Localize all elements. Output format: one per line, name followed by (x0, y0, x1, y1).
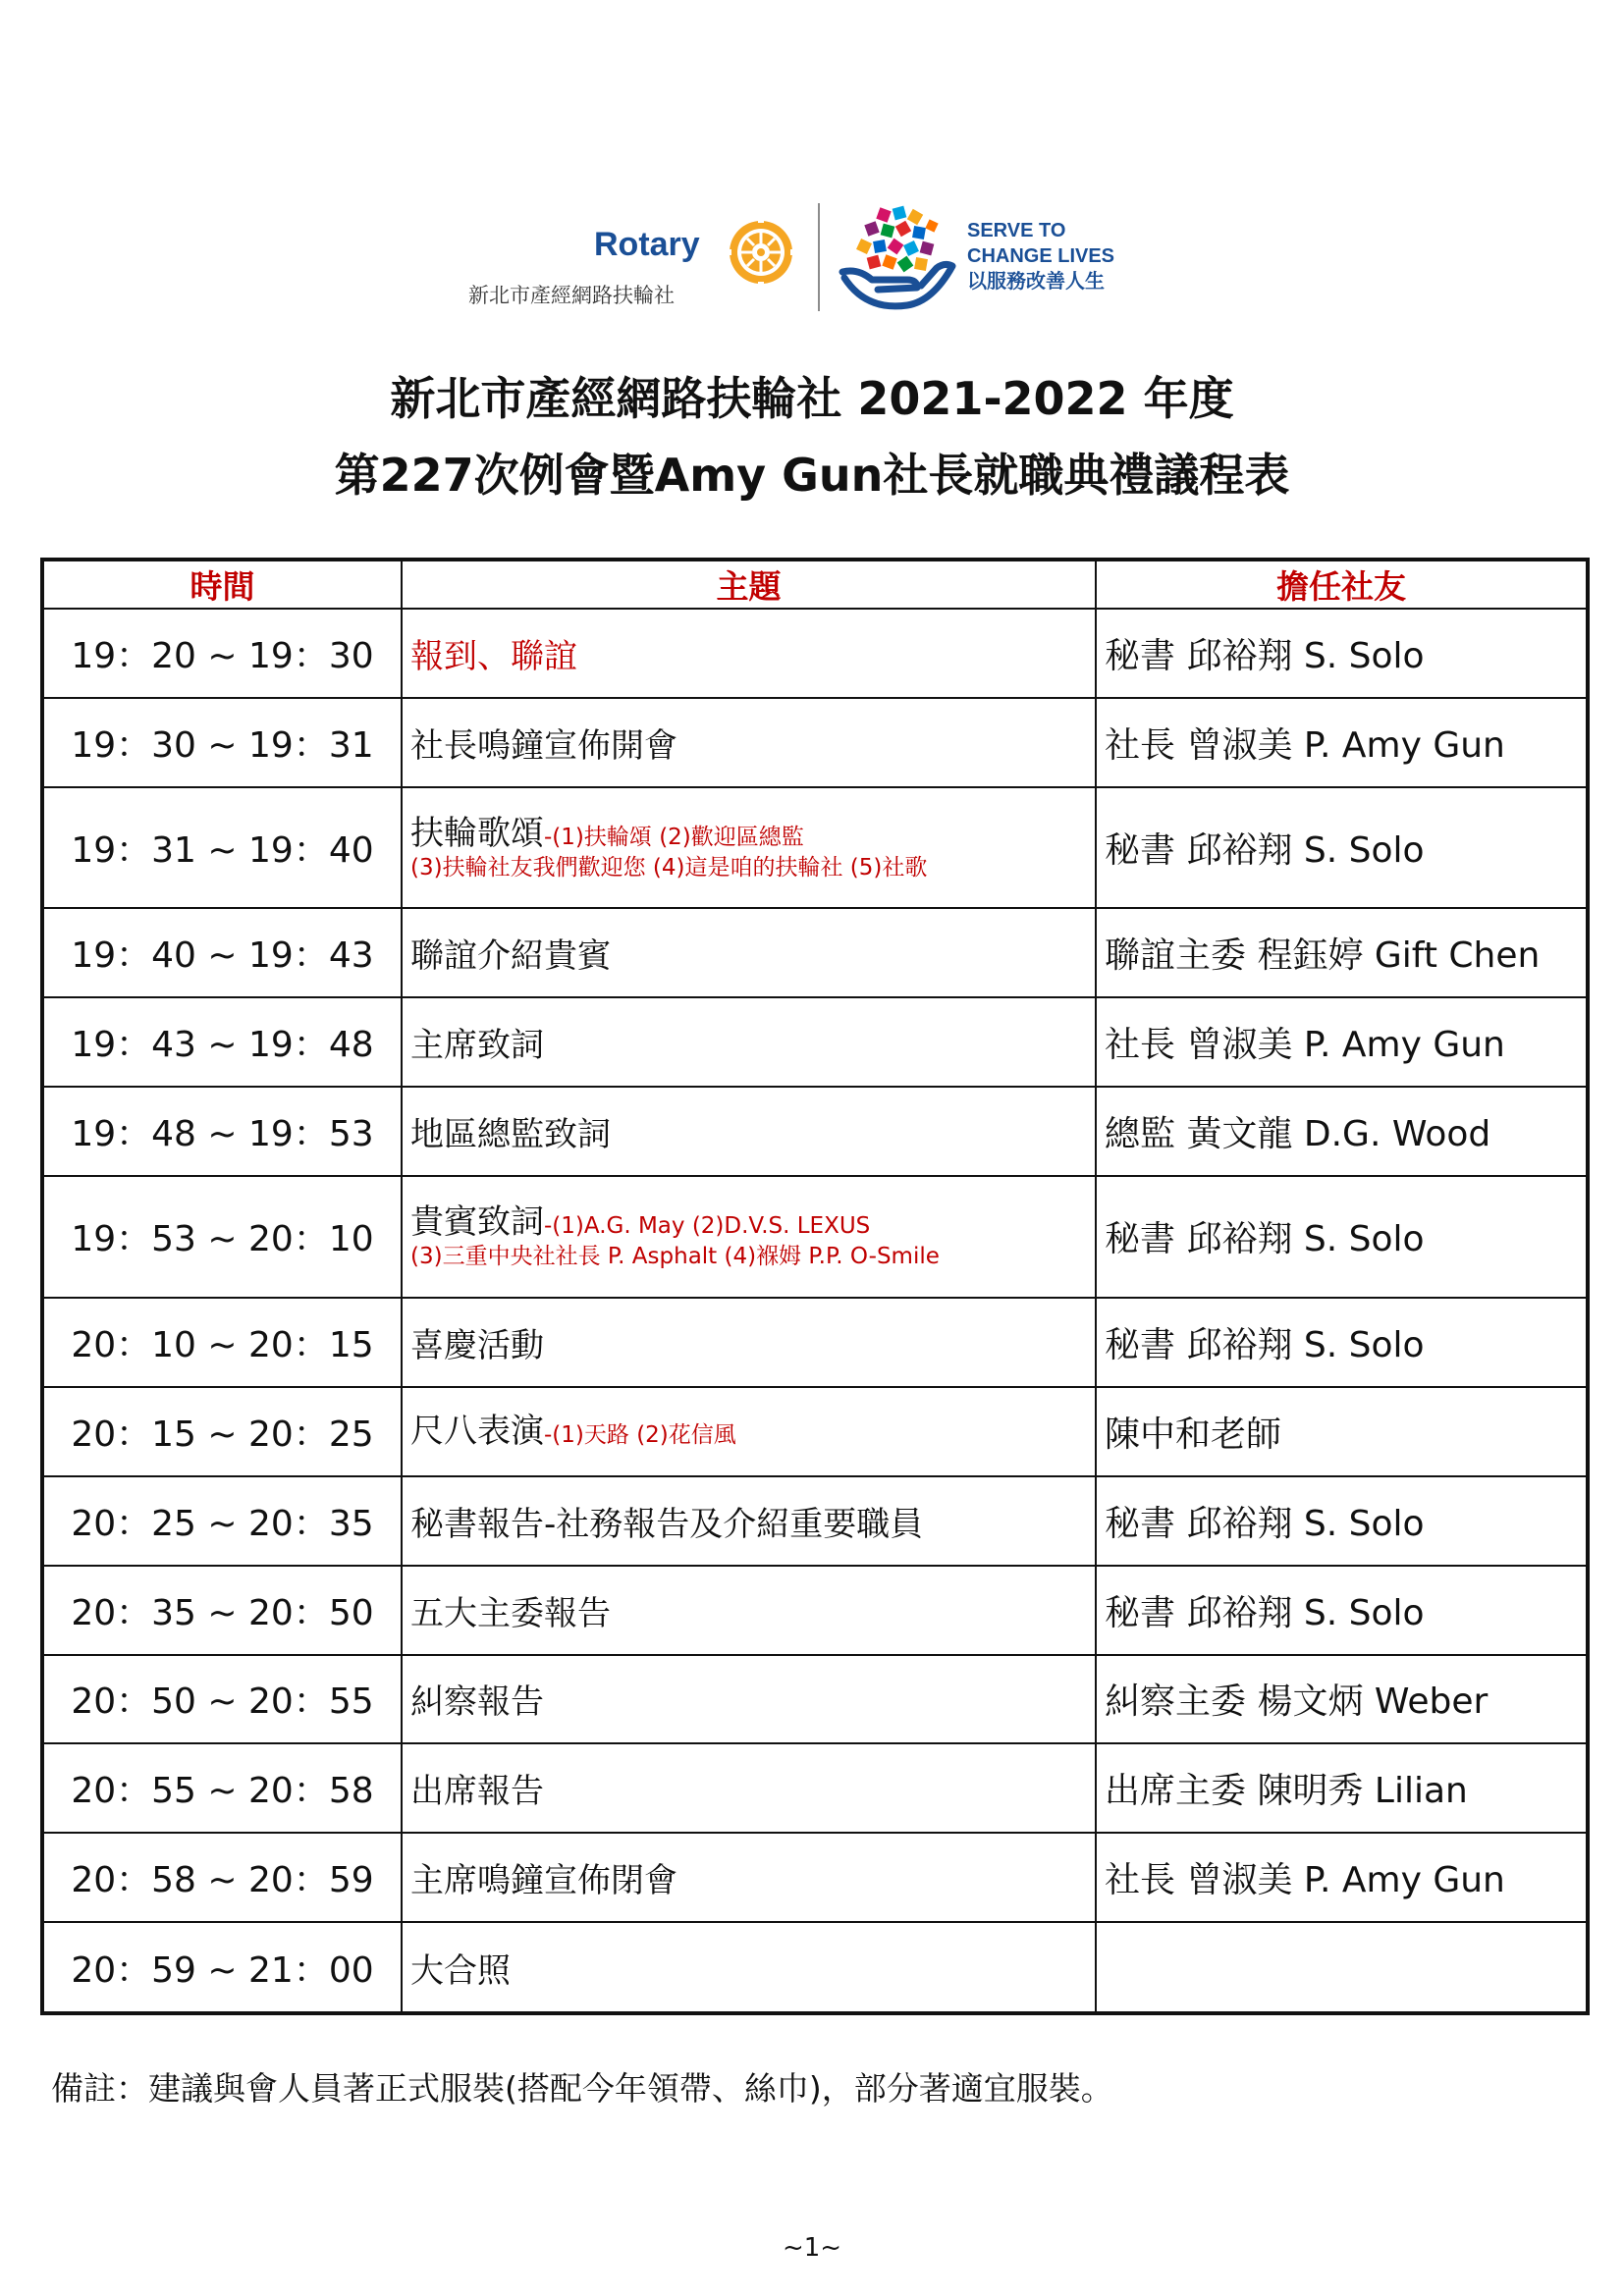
table-row (42, 1476, 1588, 1566)
row-topic: 聯誼介紹貴賓 (402, 908, 1096, 997)
table-row (42, 1087, 1588, 1176)
header-time: 時間 (42, 560, 402, 609)
row-time: 20：10 ~ 20：15 (42, 1298, 402, 1387)
row-host: 秘書 邱裕翔 S. Solo (1096, 1298, 1588, 1387)
row-host: 出席主委 陳明秀 Lilian (1096, 1743, 1588, 1833)
row-topic-detail: -(1)天路 (2)花信風 (544, 1422, 736, 1449)
table-row (42, 698, 1588, 787)
row-time: 20：35 ~ 20：50 (42, 1566, 402, 1655)
row-time: 19：31 ~ 19：40 (42, 787, 402, 909)
row-host: 社長 曾淑美 P. Amy Gun (1096, 698, 1588, 787)
page-number: ~1~ (782, 2233, 842, 2263)
row-topic: 喜慶活動 (402, 1298, 1096, 1387)
header-host: 擔任社友 (1096, 560, 1588, 609)
row-topic-main: 尺八表演 (410, 1412, 544, 1452)
rotary-wordmark: Rotary (594, 226, 700, 263)
row-topic: 大合照 (402, 1922, 1096, 2013)
serve-to-change-lives-text (967, 218, 1114, 294)
row-time: 19：43 ~ 19：48 (42, 997, 402, 1087)
row-topic-main: 貴賓致詞 (410, 1201, 544, 1242)
row-time: 20：50 ~ 20：55 (42, 1655, 402, 1744)
row-topic-detail-2: (3)三重中央社社長 P. Asphalt (4)褓姆 P.P. O-Smile (410, 1243, 940, 1269)
dress-code-note: 備註：建議與會人員著正式服裝(搭配今年領帶、絲巾)，部分著適宜服裝。 (51, 2069, 1113, 2108)
page-title: 新北市產經網路扶輪社 2021-2022 年度 (390, 372, 1234, 425)
header-topic: 主題 (402, 560, 1096, 609)
theme-line-1: SERVE TO (967, 220, 1066, 241)
row-host: 秘書 邱裕翔 S. Solo (1096, 609, 1588, 698)
row-host: 社長 曾淑美 P. Amy Gun (1096, 997, 1588, 1087)
logo-divider (818, 203, 820, 311)
theme-line-3: 以服務改善人生 (967, 271, 1105, 293)
row-time: 19：53 ~ 20：10 (42, 1176, 402, 1298)
row-topic-detail-2: (3)扶輪社友我們歡迎您 (4)這是咱的扶輪社 (5)社歌 (410, 854, 928, 881)
table-header-row (42, 560, 1588, 609)
row-host: 糾察主委 楊文炳 Weber (1096, 1655, 1588, 1744)
row-topic (402, 787, 1096, 909)
table-row (42, 1743, 1588, 1833)
serve-to-change-lives-icon (839, 203, 956, 311)
row-host: 秘書 邱裕翔 S. Solo (1096, 1176, 1588, 1298)
row-topic: 社長鳴鐘宣佈開會 (402, 698, 1096, 787)
row-host: 秘書 邱裕翔 S. Solo (1096, 1566, 1588, 1655)
row-time: 20：59 ~ 21：00 (42, 1922, 402, 2013)
table-row (42, 1655, 1588, 1744)
row-host: 秘書 邱裕翔 S. Solo (1096, 1476, 1588, 1566)
row-topic-main: 扶輪歌頌 (410, 813, 544, 853)
row-time: 19：30 ~ 19：31 (42, 698, 402, 787)
row-time: 19：48 ~ 19：53 (42, 1087, 402, 1176)
row-topic (402, 1176, 1096, 1298)
row-topic: 秘書報告-社務報告及介紹重要職員 (402, 1476, 1096, 1566)
table-row (42, 1566, 1588, 1655)
table-row (42, 609, 1588, 698)
table-row (42, 1298, 1588, 1387)
row-topic: 地區總監致詞 (402, 1087, 1096, 1176)
row-time: 19：40 ~ 19：43 (42, 908, 402, 997)
row-topic-detail: -(1)扶輪頌 (2)歡迎區總監 (544, 824, 804, 850)
row-topic: 糾察報告 (402, 1655, 1096, 1744)
row-topic: 主席致詞 (402, 997, 1096, 1087)
row-time: 20：55 ~ 20：58 (42, 1743, 402, 1833)
row-topic: 五大主委報告 (402, 1566, 1096, 1655)
table-row (42, 1387, 1588, 1476)
row-time: 20：25 ~ 20：35 (42, 1476, 402, 1566)
table-row (42, 908, 1588, 997)
row-topic (402, 1387, 1096, 1476)
row-host (1096, 1922, 1588, 2013)
row-topic: 報到、聯誼 (402, 609, 1096, 698)
table-row (42, 1176, 1588, 1298)
rotary-wheel-icon (722, 213, 800, 292)
row-topic-detail: -(1)A.G. May (2)D.V.S. LEXUS (544, 1212, 871, 1239)
row-time: 20：58 ~ 20：59 (42, 1833, 402, 1922)
table-row (42, 997, 1588, 1087)
row-time: 19：20 ~ 19：30 (42, 609, 402, 698)
row-topic: 出席報告 (402, 1743, 1096, 1833)
header-logo (461, 201, 1168, 319)
row-time: 20：15 ~ 20：25 (42, 1387, 402, 1476)
table-row (42, 1833, 1588, 1922)
agenda-table (40, 558, 1590, 2015)
row-host: 社長 曾淑美 P. Amy Gun (1096, 1833, 1588, 1922)
row-host: 聯誼主委 程鈺婷 Gift Chen (1096, 908, 1588, 997)
row-topic: 主席鳴鐘宣佈閉會 (402, 1833, 1096, 1922)
theme-line-2: CHANGE LIVES (967, 245, 1115, 267)
table-row (42, 787, 1588, 909)
table-row (42, 1922, 1588, 2013)
row-host: 陳中和老師 (1096, 1387, 1588, 1476)
club-name-logo: 新北市產經網路扶輪社 (468, 284, 675, 307)
page-subtitle: 第227次例會暨Amy Gun社長就職典禮議程表 (334, 449, 1290, 502)
row-host: 秘書 邱裕翔 S. Solo (1096, 787, 1588, 909)
row-host: 總監 黃文龍 D.G. Wood (1096, 1087, 1588, 1176)
